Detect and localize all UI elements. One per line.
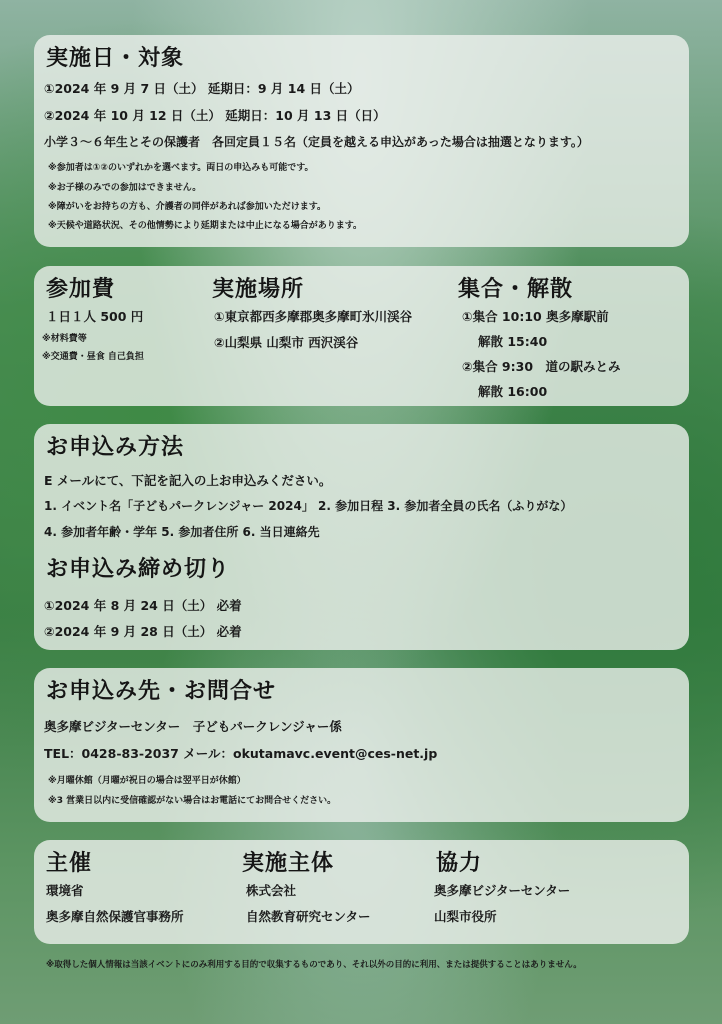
operator-name-1: 株式会社 — [246, 883, 297, 898]
meeting-1-gather: ①集合 10:10 奥多摩駅前 — [462, 309, 609, 324]
deadline-2: ②2024 年 9 月 28 日（土） 必着 — [44, 624, 242, 639]
schedule-date-2: ②2024 年 10 月 12 日（土） 延期日：10 月 13 日（日） — [44, 108, 386, 123]
host-name-2: 奥多摩自然保護官事務所 — [46, 909, 184, 924]
apply-items-2: 4. 参加者年齢・学年 5. 参加者住所 6. 当日連絡先 — [44, 525, 320, 539]
contact-note-confirm: ※3 営業日以内に受信確認がない場合はお電話にてお問合せください。 — [48, 796, 337, 806]
host-name-1: 環境省 — [46, 883, 84, 898]
apply-panel — [34, 424, 689, 650]
host-heading: 主催 — [46, 851, 93, 876]
meeting-2-dismiss: 解散 16:00 — [478, 384, 548, 399]
contact-organization: 奥多摩ビジターセンター 子どもパークレンジャー係 — [44, 719, 342, 734]
fee-note-transport: ※交通費・昼食 自己負担 — [42, 352, 144, 362]
schedule-note: ※障がいをお持ちの方も、介護者の同伴があれば参加いただけます。 — [48, 202, 327, 212]
venue-heading: 実施場所 — [212, 277, 305, 302]
organizers-panel — [34, 840, 689, 944]
deadline-heading: お申込み締め切り — [46, 557, 231, 582]
schedule-panel — [34, 35, 689, 247]
schedule-note: ※参加者は①②のいずれかを選べます。両日の申込みも可能です。 — [48, 163, 314, 173]
operator-heading: 実施主体 — [242, 851, 335, 876]
contact-tel-email[interactable]: TEL：0428-83-2037 メール：okutamavc.event@ces-net.jp — [44, 746, 438, 761]
coop-name-1: 奥多摩ビジターセンター — [434, 883, 571, 898]
apply-instruction: E メールにて、下記を記入の上お申込みください。 — [44, 473, 332, 488]
schedule-note: ※お子様のみでの参加はできません。 — [48, 183, 202, 193]
apply-heading: お申込み方法 — [46, 435, 185, 460]
coop-heading: 協力 — [436, 851, 483, 876]
privacy-footer: ※取得した個人情報は当該イベントにのみ利用する目的で収集するものであり、それ以外の目的に利用、または提供することはありません。 — [46, 960, 582, 970]
fee-note-materials: ※材料費等 — [42, 334, 87, 344]
details-panel — [34, 266, 689, 406]
operator-name-2: 自然教育研究センター — [246, 909, 371, 924]
fee-amount: １日１人 500 円 — [46, 309, 144, 324]
schedule-date-1: ①2024 年 9 月 7 日（土） 延期日：9 月 14 日（土） — [44, 81, 360, 96]
apply-items-1: 1. イベント名「子どもパークレンジャー 2024」 2. 参加日程 3. 参加者全員の氏名（ふりがな） — [44, 499, 573, 513]
contact-note-closed: ※月曜休館（月曜が祝日の場合は翌平日が休館） — [48, 776, 246, 786]
deadline-1: ①2024 年 8 月 24 日（土） 必着 — [44, 598, 242, 613]
meeting-1-dismiss: 解散 15:40 — [478, 334, 548, 349]
schedule-heading: 実施日・対象 — [46, 46, 185, 71]
contact-heading: お申込み先・お問合せ — [46, 679, 277, 704]
venue-place-2: ②山梨県 山梨市 西沢渓谷 — [214, 335, 359, 350]
fee-heading: 参加費 — [46, 277, 116, 302]
meeting-2-gather: ②集合 9:30 道の駅みとみ — [462, 359, 621, 374]
meeting-heading: 集合・解散 — [458, 277, 574, 302]
contact-panel — [34, 668, 689, 822]
coop-name-2: 山梨市役所 — [434, 909, 497, 924]
schedule-note: ※天候や道路状況、その他情勢により延期または中止になる場合があります。 — [48, 221, 363, 231]
venue-place-1: ①東京都西多摩郡奥多摩町氷川渓谷 — [214, 309, 413, 324]
schedule-target: 小学３～６年生とその保護者 各回定員１５名（定員を越える申込があった場合は抽選となります。） — [44, 135, 589, 149]
